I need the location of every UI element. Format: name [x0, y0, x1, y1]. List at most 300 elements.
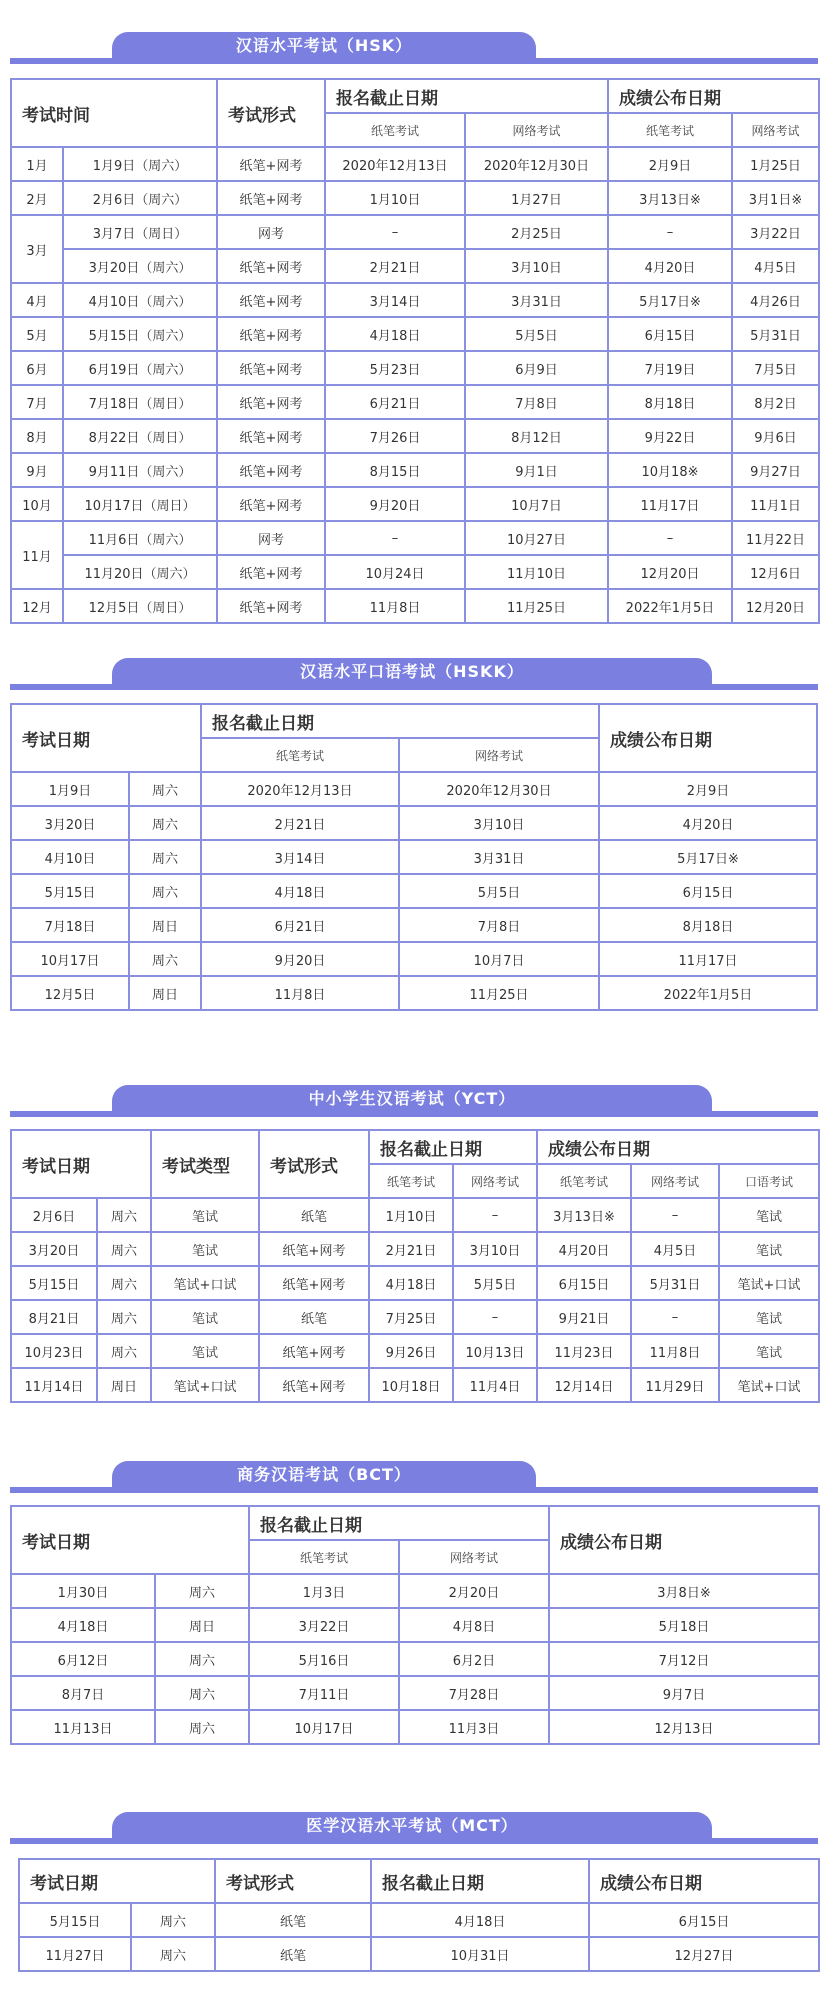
score-cell: 5月18日 — [549, 1608, 819, 1642]
hskk-header-reg: 报名截止日期 — [201, 704, 599, 738]
hsk-header-reg: 报名截止日期 — [325, 79, 608, 113]
form-cell: 纸笔+网考 — [259, 1266, 369, 1300]
reg-cell: 4月18日 — [371, 1903, 589, 1937]
date-cell: 5月15日 — [11, 1266, 97, 1300]
score-net-cell: 3月1日※ — [732, 181, 819, 215]
date-cell: 8月21日 — [11, 1300, 97, 1334]
weekday-cell: 周六 — [129, 874, 201, 908]
table-row — [11, 874, 817, 908]
reg-paper-cell: 3月14日 — [325, 283, 465, 317]
date-cell: 11月14日 — [11, 1368, 97, 1402]
score-paper-cell: 4月20日 — [608, 249, 732, 283]
date-cell: 11月27日 — [19, 1937, 131, 1971]
reg-paper-cell: 7月26日 — [325, 419, 465, 453]
score-net-cell: 11月22日 — [732, 521, 819, 555]
date-cell: 1月30日 — [11, 1574, 155, 1608]
date-cell: 10月23日 — [11, 1334, 97, 1368]
weekday-cell: 周日 — [129, 976, 201, 1010]
reg-net-cell: 10月7日 — [465, 487, 608, 521]
table-row — [11, 249, 819, 283]
table-row — [11, 772, 817, 806]
reg-net-cell: 9月1日 — [465, 453, 608, 487]
reg-paper-cell: 2月21日 — [201, 806, 399, 840]
date-cell: 2月6日（周六） — [63, 181, 217, 215]
table-row — [11, 351, 819, 385]
table-row — [11, 181, 819, 215]
form-cell: 纸笔+网考 — [217, 385, 325, 419]
score-cell: 6月15日 — [589, 1903, 819, 1937]
form-cell: 纸笔 — [215, 1903, 371, 1937]
score-net-cell: 11月29日 — [631, 1368, 719, 1402]
reg-paper-cell: 6月21日 — [201, 908, 399, 942]
form-cell: 纸笔+网考 — [217, 419, 325, 453]
month-cell: 11月 — [11, 521, 63, 589]
reg-net-cell: 11月25日 — [465, 589, 608, 623]
table-row — [11, 147, 819, 181]
form-cell: 网考 — [217, 215, 325, 249]
hsk-header-reg-paper: 纸笔考试 — [325, 113, 465, 147]
form-cell: 纸笔+网考 — [217, 181, 325, 215]
date-cell: 10月17日（周日） — [63, 487, 217, 521]
score-cell: 7月12日 — [549, 1642, 819, 1676]
hskk-header-score: 成绩公布日期 — [599, 704, 817, 772]
score-net-cell: 8月2日 — [732, 385, 819, 419]
weekday-cell: 周六 — [155, 1710, 249, 1744]
score-paper-cell: 8月18日 — [608, 385, 732, 419]
score-net-cell: 5月31日 — [631, 1266, 719, 1300]
reg-net-cell: 7月8日 — [465, 385, 608, 419]
hskk-header-date: 考试日期 — [11, 704, 201, 772]
bct-header-reg-net: 网络考试 — [399, 1540, 549, 1574]
score-paper-cell: – — [608, 215, 732, 249]
mct-header-date: 考试日期 — [19, 1859, 215, 1903]
reg-paper-cell: 3月14日 — [201, 840, 399, 874]
month-cell: 3月 — [11, 215, 63, 283]
score-paper-cell: 11月17日 — [608, 487, 732, 521]
score-net-cell: 1月25日 — [732, 147, 819, 181]
reg-paper-cell: 9月26日 — [369, 1334, 453, 1368]
table-row — [11, 1642, 819, 1676]
form-cell: 纸笔+网考 — [217, 351, 325, 385]
form-cell: 纸笔+网考 — [259, 1368, 369, 1402]
score-paper-cell: 9月22日 — [608, 419, 732, 453]
score-paper-cell: 12月14日 — [537, 1368, 631, 1402]
date-cell: 8月22日（周日） — [63, 419, 217, 453]
score-cell: 3月8日※ — [549, 1574, 819, 1608]
hsk-header-time: 考试时间 — [11, 79, 217, 147]
table-row — [11, 1334, 819, 1368]
score-cell: 6月15日 — [599, 874, 817, 908]
table-row — [11, 806, 817, 840]
month-cell: 1月 — [11, 147, 63, 181]
date-cell: 12月5日（周日） — [63, 589, 217, 623]
reg-paper-cell: 2020年12月13日 — [325, 147, 465, 181]
date-cell: 3月20日（周六） — [63, 249, 217, 283]
hskk-table — [10, 703, 818, 1011]
score-cell: 12月13日 — [549, 1710, 819, 1744]
date-cell: 7月18日（周日） — [63, 385, 217, 419]
table-row — [11, 1232, 819, 1266]
reg-net-cell: 11月10日 — [465, 555, 608, 589]
score-cell: 9月7日 — [549, 1676, 819, 1710]
hsk-header-reg-net: 网络考试 — [465, 113, 608, 147]
mct-header-score: 成绩公布日期 — [589, 1859, 819, 1903]
reg-cell: 10月31日 — [371, 1937, 589, 1971]
table-row — [11, 1198, 819, 1232]
type-cell: 笔试+口试 — [151, 1266, 259, 1300]
reg-net-cell: 11月4日 — [453, 1368, 537, 1402]
score-net-cell: 4月5日 — [732, 249, 819, 283]
hskk-header-reg-net: 网络考试 — [399, 738, 599, 772]
date-cell: 5月15日 — [11, 874, 129, 908]
table-row — [11, 385, 819, 419]
reg-net-cell: 6月2日 — [399, 1642, 549, 1676]
reg-paper-cell: 1月10日 — [369, 1198, 453, 1232]
table-row — [11, 1574, 819, 1608]
reg-paper-cell: 10月24日 — [325, 555, 465, 589]
table-row — [11, 419, 819, 453]
score-net-cell: 3月22日 — [732, 215, 819, 249]
score-net-cell: 11月1日 — [732, 487, 819, 521]
table-row — [11, 1608, 819, 1642]
yct-header-score: 成绩公布日期 — [537, 1130, 819, 1164]
reg-paper-cell: – — [325, 215, 465, 249]
form-cell: 纸笔+网考 — [259, 1232, 369, 1266]
reg-paper-cell: 4月18日 — [201, 874, 399, 908]
date-cell: 10月17日 — [11, 942, 129, 976]
mct-header-reg: 报名截止日期 — [371, 1859, 589, 1903]
weekday-cell: 周六 — [155, 1642, 249, 1676]
date-cell: 2月6日 — [11, 1198, 97, 1232]
weekday-cell: 周六 — [97, 1198, 151, 1232]
reg-net-cell: 3月10日 — [465, 249, 608, 283]
yct-header-date: 考试日期 — [11, 1130, 151, 1198]
score-paper-cell: 3月13日※ — [608, 181, 732, 215]
bct-table — [10, 1505, 820, 1745]
table-row — [11, 942, 817, 976]
score-net-cell: 4月5日 — [631, 1232, 719, 1266]
score-paper-cell: 2022年1月5日 — [608, 589, 732, 623]
table-row — [11, 908, 817, 942]
score-paper-cell: 2月9日 — [608, 147, 732, 181]
reg-paper-cell: 9月20日 — [325, 487, 465, 521]
reg-paper-cell: 7月25日 — [369, 1300, 453, 1334]
reg-net-cell: 10月27日 — [465, 521, 608, 555]
reg-net-cell: 10月7日 — [399, 942, 599, 976]
month-cell: 2月 — [11, 181, 63, 215]
bct-title-bar — [10, 1487, 818, 1493]
table-row — [11, 1710, 819, 1744]
date-cell: 4月18日 — [11, 1608, 155, 1642]
reg-net-cell: 8月12日 — [465, 419, 608, 453]
yct-title-bar — [10, 1111, 818, 1117]
reg-paper-cell: 2月21日 — [369, 1232, 453, 1266]
type-cell: 笔试 — [151, 1232, 259, 1266]
score-net-cell: 5月31日 — [732, 317, 819, 351]
mct-header-form: 考试形式 — [215, 1859, 371, 1903]
reg-paper-cell: 4月18日 — [325, 317, 465, 351]
weekday-cell: 周六 — [129, 840, 201, 874]
date-cell: 8月7日 — [11, 1676, 155, 1710]
score-paper-cell: 3月13日※ — [537, 1198, 631, 1232]
score-net-cell: 12月6日 — [732, 555, 819, 589]
date-cell: 1月9日 — [11, 772, 129, 806]
date-cell: 11月6日（周六） — [63, 521, 217, 555]
date-cell: 3月20日 — [11, 806, 129, 840]
weekday-cell: 周六 — [97, 1334, 151, 1368]
date-cell: 5月15日（周六） — [63, 317, 217, 351]
reg-net-cell: 7月8日 — [399, 908, 599, 942]
reg-net-cell: 2月20日 — [399, 1574, 549, 1608]
table-row — [11, 1300, 819, 1334]
score-cell: 8月18日 — [599, 908, 817, 942]
reg-paper-cell: 8月15日 — [325, 453, 465, 487]
score-paper-cell: 6月15日 — [608, 317, 732, 351]
reg-paper-cell: 1月10日 — [325, 181, 465, 215]
weekday-cell: 周六 — [129, 806, 201, 840]
yct-header-reg-paper: 纸笔考试 — [369, 1164, 453, 1198]
weekday-cell: 周六 — [155, 1574, 249, 1608]
reg-paper-cell: 11月8日 — [201, 976, 399, 1010]
month-cell: 4月 — [11, 283, 63, 317]
date-cell: 5月15日 — [19, 1903, 131, 1937]
reg-paper-cell: 1月3日 — [249, 1574, 399, 1608]
reg-paper-cell: 2020年12月13日 — [201, 772, 399, 806]
date-cell: 12月5日 — [11, 976, 129, 1010]
mct-title: 医学汉语水平考试（MCT） — [112, 1812, 712, 1838]
reg-net-cell: 1月27日 — [465, 181, 608, 215]
form-cell: 纸笔+网考 — [217, 249, 325, 283]
weekday-cell: 周六 — [155, 1676, 249, 1710]
weekday-cell: 周六 — [129, 772, 201, 806]
hsk-table — [10, 78, 820, 624]
reg-net-cell: 3月31日 — [465, 283, 608, 317]
date-cell: 7月18日 — [11, 908, 129, 942]
weekday-cell: 周六 — [97, 1300, 151, 1334]
reg-paper-cell: – — [325, 521, 465, 555]
month-cell: 5月 — [11, 317, 63, 351]
score-oral-cell: 笔试 — [719, 1300, 819, 1334]
weekday-cell: 周六 — [97, 1266, 151, 1300]
score-net-cell: 7月5日 — [732, 351, 819, 385]
hsk-header-score-paper: 纸笔考试 — [608, 113, 732, 147]
score-oral-cell: 笔试+口试 — [719, 1266, 819, 1300]
reg-paper-cell: 6月21日 — [325, 385, 465, 419]
score-net-cell: – — [631, 1198, 719, 1232]
hskk-header-reg-paper: 纸笔考试 — [201, 738, 399, 772]
form-cell: 纸笔+网考 — [259, 1334, 369, 1368]
date-cell: 1月9日（周六） — [63, 147, 217, 181]
hsk-title: 汉语水平考试（HSK） — [112, 32, 536, 58]
score-cell: 2月9日 — [599, 772, 817, 806]
weekday-cell: 周六 — [131, 1937, 215, 1971]
type-cell: 笔试 — [151, 1198, 259, 1232]
reg-net-cell: 6月9日 — [465, 351, 608, 385]
month-cell: 10月 — [11, 487, 63, 521]
weekday-cell: 周日 — [129, 908, 201, 942]
date-cell: 4月10日 — [11, 840, 129, 874]
hsk-title-bar — [10, 58, 818, 64]
yct-table — [10, 1129, 820, 1403]
date-cell: 9月11日（周六） — [63, 453, 217, 487]
score-paper-cell: 5月17日※ — [608, 283, 732, 317]
hsk-header-form: 考试形式 — [217, 79, 325, 147]
score-paper-cell: 10月18※ — [608, 453, 732, 487]
table-row — [11, 317, 819, 351]
score-paper-cell: 6月15日 — [537, 1266, 631, 1300]
reg-paper-cell: 4月18日 — [369, 1266, 453, 1300]
reg-net-cell: 7月28日 — [399, 1676, 549, 1710]
date-cell: 3月7日（周日） — [63, 215, 217, 249]
form-cell: 纸笔+网考 — [217, 555, 325, 589]
type-cell: 笔试 — [151, 1300, 259, 1334]
table-row — [11, 1368, 819, 1402]
form-cell: 纸笔+网考 — [217, 589, 325, 623]
date-cell: 6月19日（周六） — [63, 351, 217, 385]
type-cell: 笔试+口试 — [151, 1368, 259, 1402]
weekday-cell: 周日 — [97, 1368, 151, 1402]
reg-net-cell: 3月10日 — [453, 1232, 537, 1266]
score-paper-cell: 7月19日 — [608, 351, 732, 385]
score-cell: 11月17日 — [599, 942, 817, 976]
reg-net-cell: 4月8日 — [399, 1608, 549, 1642]
form-cell: 纸笔+网考 — [217, 453, 325, 487]
weekday-cell: 周六 — [129, 942, 201, 976]
yct-header-type: 考试类型 — [151, 1130, 259, 1198]
bct-header-score: 成绩公布日期 — [549, 1506, 819, 1574]
mct-title-bar — [10, 1838, 818, 1844]
table-row — [11, 453, 819, 487]
month-cell: 6月 — [11, 351, 63, 385]
form-cell: 纸笔+网考 — [217, 317, 325, 351]
score-oral-cell: 笔试 — [719, 1334, 819, 1368]
table-row — [11, 840, 817, 874]
reg-net-cell: 11月3日 — [399, 1710, 549, 1744]
reg-net-cell: 2020年12月30日 — [465, 147, 608, 181]
bct-header-reg: 报名截止日期 — [249, 1506, 549, 1540]
yct-header-reg: 报名截止日期 — [369, 1130, 537, 1164]
reg-paper-cell: 10月18日 — [369, 1368, 453, 1402]
form-cell: 纸笔 — [259, 1300, 369, 1334]
bct-title: 商务汉语考试（BCT） — [112, 1461, 536, 1487]
score-net-cell: 9月27日 — [732, 453, 819, 487]
table-row — [11, 521, 819, 555]
date-cell: 11月13日 — [11, 1710, 155, 1744]
reg-net-cell: – — [453, 1198, 537, 1232]
yct-header-form: 考试形式 — [259, 1130, 369, 1198]
score-net-cell: 12月20日 — [732, 589, 819, 623]
score-net-cell: 11月8日 — [631, 1334, 719, 1368]
date-cell: 6月12日 — [11, 1642, 155, 1676]
table-row — [11, 555, 819, 589]
reg-net-cell: 3月31日 — [399, 840, 599, 874]
type-cell: 笔试 — [151, 1334, 259, 1368]
hsk-header-score: 成绩公布日期 — [608, 79, 819, 113]
score-paper-cell: – — [608, 521, 732, 555]
weekday-cell: 周日 — [155, 1608, 249, 1642]
hskk-title-bar — [10, 684, 818, 690]
score-oral-cell: 笔试+口试 — [719, 1368, 819, 1402]
reg-paper-cell: 2月21日 — [325, 249, 465, 283]
score-cell: 5月17日※ — [599, 840, 817, 874]
table-row — [11, 589, 819, 623]
month-cell: 12月 — [11, 589, 63, 623]
reg-net-cell: 5月5日 — [399, 874, 599, 908]
score-paper-cell: 12月20日 — [608, 555, 732, 589]
table-row — [19, 1903, 819, 1937]
reg-paper-cell: 11月8日 — [325, 589, 465, 623]
reg-paper-cell: 3月22日 — [249, 1608, 399, 1642]
hsk-header-score-net: 网络考试 — [732, 113, 819, 147]
table-row — [11, 1266, 819, 1300]
table-row — [11, 283, 819, 317]
table-row — [11, 215, 819, 249]
month-cell: 8月 — [11, 419, 63, 453]
table-row — [11, 487, 819, 521]
date-cell: 3月20日 — [11, 1232, 97, 1266]
date-cell: 4月10日（周六） — [63, 283, 217, 317]
yct-header-score-oral: 口语考试 — [719, 1164, 819, 1198]
score-oral-cell: 笔试 — [719, 1198, 819, 1232]
table-row — [11, 1676, 819, 1710]
score-paper-cell: 4月20日 — [537, 1232, 631, 1266]
reg-net-cell: 5月5日 — [453, 1266, 537, 1300]
reg-paper-cell: 7月11日 — [249, 1676, 399, 1710]
reg-paper-cell: 10月17日 — [249, 1710, 399, 1744]
reg-net-cell: 2020年12月30日 — [399, 772, 599, 806]
score-net-cell: 9月6日 — [732, 419, 819, 453]
table-row — [19, 1937, 819, 1971]
reg-net-cell: 11月25日 — [399, 976, 599, 1010]
score-paper-cell: 9月21日 — [537, 1300, 631, 1334]
score-paper-cell: 11月23日 — [537, 1334, 631, 1368]
bct-header-reg-paper: 纸笔考试 — [249, 1540, 399, 1574]
form-cell: 纸笔+网考 — [217, 283, 325, 317]
score-net-cell: – — [631, 1300, 719, 1334]
reg-net-cell: 3月10日 — [399, 806, 599, 840]
score-net-cell: 4月26日 — [732, 283, 819, 317]
reg-net-cell: 5月5日 — [465, 317, 608, 351]
mct-table — [18, 1858, 820, 1972]
reg-net-cell: – — [453, 1300, 537, 1334]
score-cell: 12月27日 — [589, 1937, 819, 1971]
form-cell: 纸笔 — [215, 1937, 371, 1971]
reg-paper-cell: 5月16日 — [249, 1642, 399, 1676]
month-cell: 7月 — [11, 385, 63, 419]
form-cell: 纸笔+网考 — [217, 487, 325, 521]
reg-net-cell: 2月25日 — [465, 215, 608, 249]
score-oral-cell: 笔试 — [719, 1232, 819, 1266]
yct-title: 中小学生汉语考试（YCT） — [112, 1085, 712, 1111]
reg-paper-cell: 9月20日 — [201, 942, 399, 976]
bct-header-date: 考试日期 — [11, 1506, 249, 1574]
score-cell: 2022年1月5日 — [599, 976, 817, 1010]
date-cell: 11月20日（周六） — [63, 555, 217, 589]
score-cell: 4月20日 — [599, 806, 817, 840]
yct-header-reg-net: 网络考试 — [453, 1164, 537, 1198]
weekday-cell: 周六 — [131, 1903, 215, 1937]
yct-header-score-paper: 纸笔考试 — [537, 1164, 631, 1198]
reg-paper-cell: 5月23日 — [325, 351, 465, 385]
reg-net-cell: 10月13日 — [453, 1334, 537, 1368]
weekday-cell: 周六 — [97, 1232, 151, 1266]
form-cell: 纸笔 — [259, 1198, 369, 1232]
hskk-title: 汉语水平口语考试（HSKK） — [112, 658, 712, 684]
table-row — [11, 976, 817, 1010]
yct-header-score-net: 网络考试 — [631, 1164, 719, 1198]
form-cell: 纸笔+网考 — [217, 147, 325, 181]
month-cell: 9月 — [11, 453, 63, 487]
